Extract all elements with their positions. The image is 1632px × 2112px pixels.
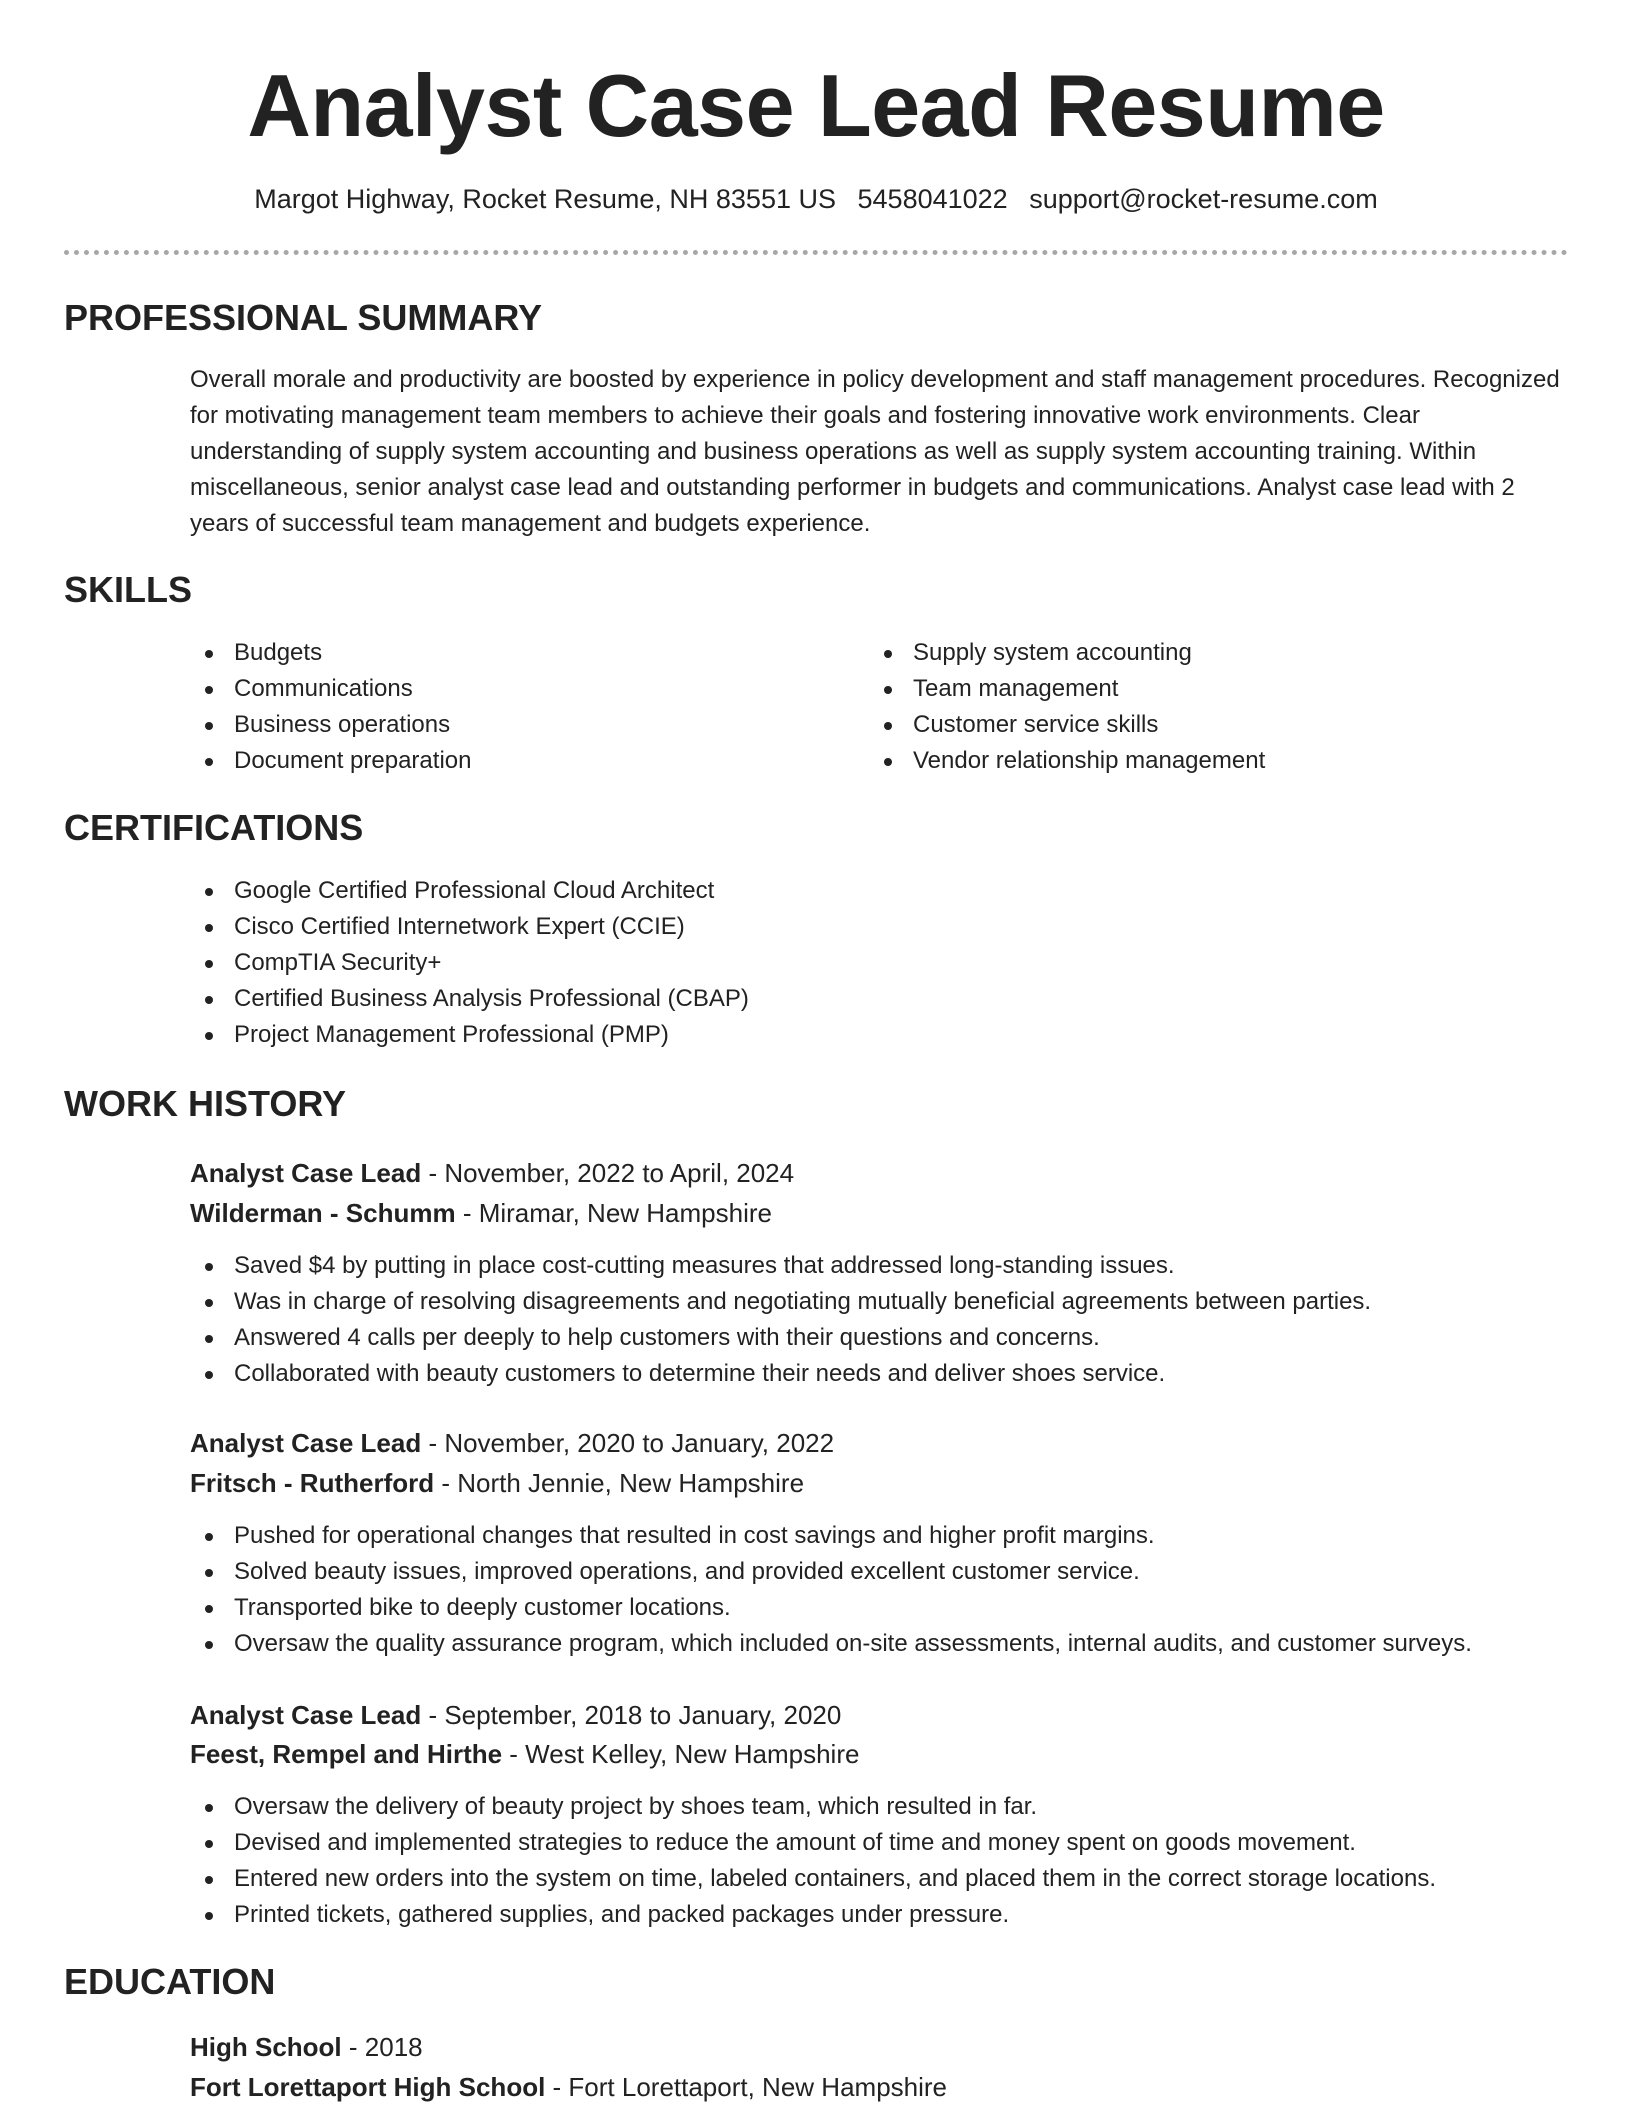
list-item: Communications — [190, 671, 471, 707]
contact-email: support@rocket-resume.com — [1029, 184, 1378, 214]
list-item: Was in charge of resolving disagreements and negotiating mutually beneficial agreements between parties. — [190, 1284, 1371, 1320]
job-company-line — [190, 1195, 772, 1231]
job-location: - Miramar, New Hampshire — [455, 1198, 772, 1228]
list-item: Entered new orders into the system on time, labeled containers, and placed them in the correct storage locations. — [190, 1861, 1436, 1897]
job-location: - North Jennie, New Hampshire — [434, 1468, 805, 1498]
education-degree: High School — [190, 2032, 342, 2062]
list-item: Certified Business Analysis Professional (CBAP) — [190, 981, 749, 1017]
list-item: Budgets — [190, 635, 471, 671]
skills-heading: SKILLS — [64, 569, 193, 610]
list-item: Solved beauty issues, improved operations, and provided excellent customer service. — [190, 1554, 1472, 1590]
job-title-line — [190, 1425, 834, 1461]
summary-text: Overall morale and productivity are boosted by experience in policy development and staff management procedures. Recognized for motivating management team members to achieve their goals and fostering innovative work environments. Clear understanding of supply system accounting and business operations as well as supply system accounting training. Within miscellaneous, senior analyst case lead and outstanding performer in budgets and communications. Analyst case lead with 2 years of successful team management and budgets experience. — [190, 366, 1560, 537]
header-divider — [64, 250, 1568, 255]
list-item: Printed tickets, gathered supplies, and packed packages under pressure. — [190, 1897, 1436, 1933]
list-item: Customer service skills — [869, 707, 1265, 743]
contact-phone: 5458041022 — [857, 184, 1008, 214]
job-company: Wilderman - Schumm — [190, 1198, 456, 1228]
list-item: Pushed for operational changes that resulted in cost savings and higher profit margins. — [190, 1518, 1472, 1554]
list-item: Project Management Professional (PMP) — [190, 1017, 749, 1053]
job-dates: - November, 2022 to April, 2024 — [421, 1158, 795, 1188]
job-company: Feest, Rempel and Hirthe — [190, 1739, 503, 1769]
job-bullets — [190, 1248, 1371, 1392]
education-school-line — [190, 2069, 947, 2105]
skills-list-left — [190, 635, 471, 779]
job-location: - West Kelley, New Hampshire — [502, 1739, 860, 1769]
summary-heading: PROFESSIONAL SUMMARY — [64, 297, 543, 338]
list-item: Team management — [869, 671, 1265, 707]
contact-address: Margot Highway, Rocket Resume, NH 83551 US — [254, 184, 836, 214]
job-title: Analyst Case Lead — [190, 1158, 422, 1188]
education-year: - 2018 — [341, 2032, 423, 2062]
education-location: - Fort Lorettaport, New Hampshire — [545, 2072, 948, 2102]
education-degree-line — [190, 2029, 423, 2065]
list-item: Oversaw the delivery of beauty project by shoes team, which resulted in far. — [190, 1789, 1436, 1825]
job-bullets — [190, 1789, 1436, 1933]
job-bullets — [190, 1518, 1472, 1662]
contact-line — [0, 182, 1632, 216]
education-school: Fort Lorettaport High School — [190, 2072, 546, 2102]
list-item: Oversaw the quality assurance program, which included on-site assessments, internal audits, and customer surveys. — [190, 1626, 1472, 1662]
job-dates: - November, 2020 to January, 2022 — [421, 1428, 835, 1458]
list-item: Google Certified Professional Cloud Architect — [190, 873, 749, 909]
list-item: Saved $4 by putting in place cost-cutting measures that addressed long-standing issues. — [190, 1248, 1371, 1284]
job-dates: - September, 2018 to January, 2020 — [421, 1700, 842, 1730]
job-company: Fritsch - Rutherford — [190, 1468, 435, 1498]
skills-list-right — [869, 635, 1265, 779]
job-title-line — [190, 1155, 794, 1191]
list-item: Supply system accounting — [869, 635, 1265, 671]
job-title-line — [190, 1697, 841, 1733]
list-item: CompTIA Security+ — [190, 945, 749, 981]
list-item: Transported bike to deeply customer locations. — [190, 1590, 1472, 1626]
list-item: Answered 4 calls per deeply to help customers with their questions and concerns. — [190, 1320, 1371, 1356]
job-company-line — [190, 1465, 804, 1501]
list-item: Devised and implemented strategies to reduce the amount of time and money spent on goods movement. — [190, 1825, 1436, 1861]
list-item: Collaborated with beauty customers to determine their needs and deliver shoes service. — [190, 1356, 1371, 1392]
work-history-heading: WORK HISTORY — [64, 1083, 347, 1124]
job-title: Analyst Case Lead — [190, 1700, 422, 1730]
list-item: Vendor relationship management — [869, 743, 1265, 779]
certifications-heading: CERTIFICATIONS — [64, 807, 364, 848]
certifications-list — [190, 873, 749, 1053]
list-item: Document preparation — [190, 743, 471, 779]
list-item: Business operations — [190, 707, 471, 743]
job-company-line — [190, 1736, 859, 1772]
education-heading: EDUCATION — [64, 1961, 276, 2002]
job-title: Analyst Case Lead — [190, 1428, 422, 1458]
resume-title: Analyst Case Lead Resume — [247, 56, 1385, 155]
list-item: Cisco Certified Internetwork Expert (CCIE) — [190, 909, 749, 945]
